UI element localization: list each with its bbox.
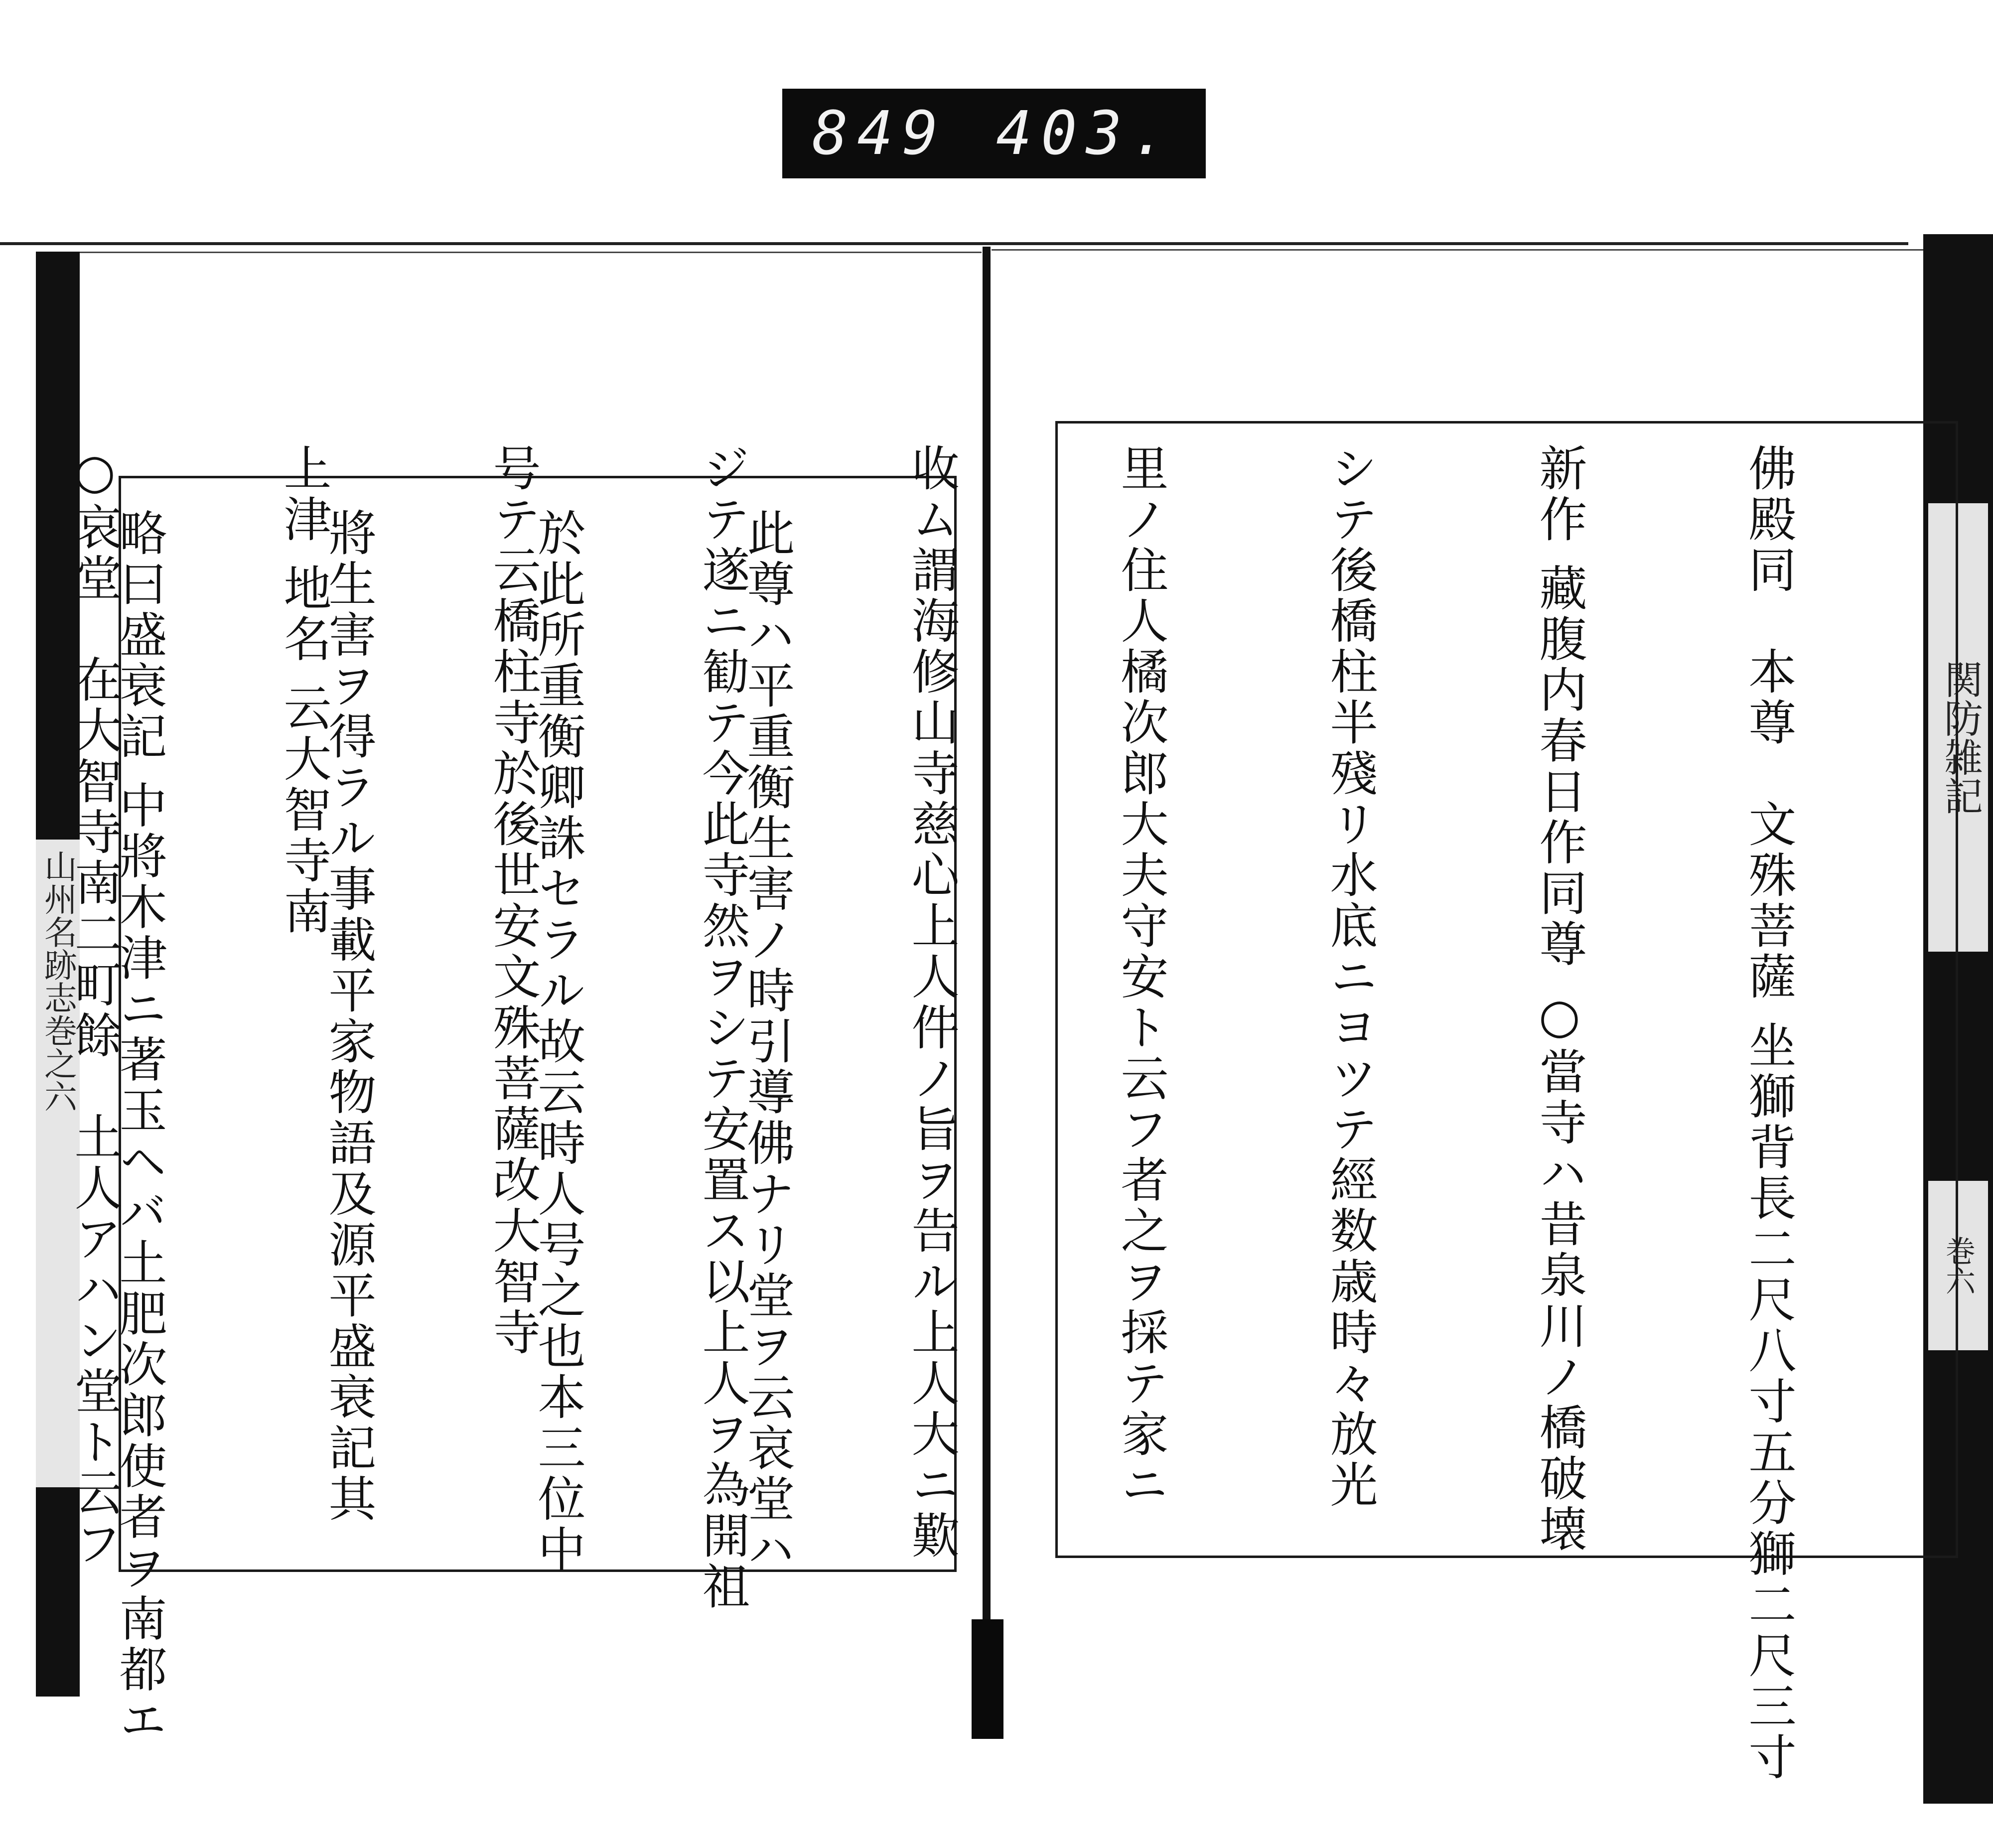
left-column: 將生害ヲ得ラル事載平家物語及源平盛衰記其 bbox=[321, 508, 377, 1525]
top-border-line bbox=[0, 242, 1908, 245]
right-column: ジテ遂ニ勧テ今此寺然ヲシテ安置ス以上人ヲ為開祖 bbox=[695, 443, 750, 1612]
left-running-title: 山州名跡志巻之六 bbox=[36, 840, 80, 1487]
right-column: 佛殿同 本尊 文殊菩薩 坐獅背長二尺八寸五分獅二尺三寸 bbox=[1741, 443, 1797, 1783]
left-column: 於此所重衡卿誅セラル故云時人号之也本三位中 bbox=[530, 508, 586, 1575]
right-column: ○哀堂 在大智寺南二町餘 土人アハン堂ト云フ bbox=[67, 443, 123, 1569]
right-side-tab: 巻六 bbox=[1928, 1181, 1988, 1350]
left-column: 略曰盛衰記 中將木津ニ著玉ヘバ土肥次郎使者ヲ南都エ bbox=[112, 508, 167, 1746]
catalog-number-left: 849 bbox=[812, 99, 947, 168]
right-column: 上津 地名 云大智寺南 bbox=[276, 443, 332, 938]
right-column: 新作 藏腹内春日作同尊 ○當寺ハ昔泉川ノ橋破壊 bbox=[1532, 443, 1587, 1556]
spine-clamp bbox=[972, 1619, 1003, 1739]
right-running-title: 関防雑記 bbox=[1928, 503, 1988, 952]
catalog-number-label bbox=[782, 89, 1206, 178]
right-column: 号テ云橋柱寺於後世安文殊菩薩改大智寺 bbox=[485, 443, 541, 1358]
right-column: 收ム謂海修山寺慈心上人件ノ旨ヲ告ル上人大ニ歎 bbox=[904, 443, 960, 1562]
right-column: 里ノ住人橘次郎大夫守安ト云フ者之ヲ採テ家ニ bbox=[1113, 443, 1169, 1511]
left-page-text bbox=[112, 508, 942, 1746]
catalog-number-right: 403. bbox=[996, 99, 1176, 168]
right-column: シテ後橋柱半殘リ水底ニヨツテ經数歳時々放光 bbox=[1322, 443, 1378, 1511]
left-column: 此尊ハ平重衡生害ノ時引導佛ナリ堂ヲ云哀堂ハ bbox=[739, 508, 795, 1575]
